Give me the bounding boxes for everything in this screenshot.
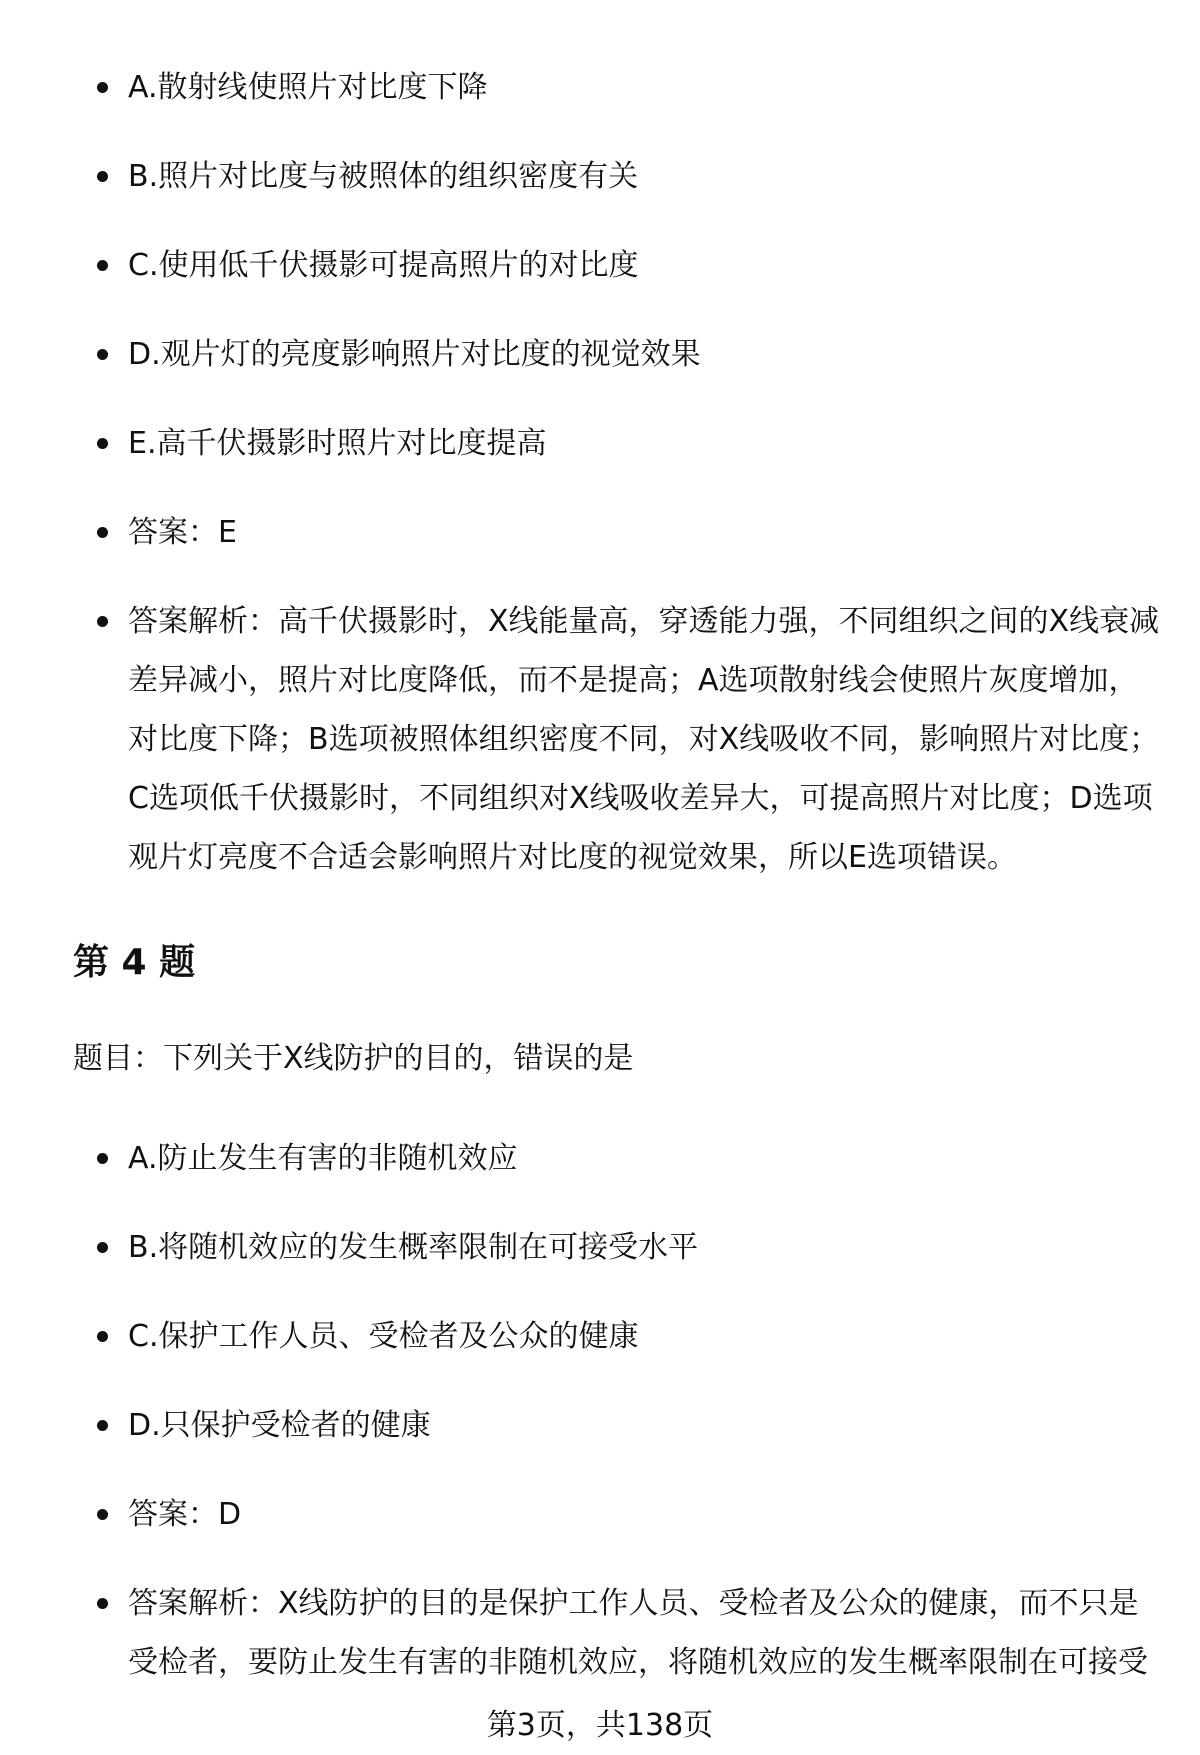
option-a bbox=[0, 1129, 1200, 1188]
explanation-paragraph bbox=[0, 1574, 1200, 1692]
answer-line bbox=[0, 503, 1200, 562]
bullet-icon bbox=[97, 1331, 108, 1342]
bullet-icon bbox=[97, 616, 108, 627]
option-b bbox=[0, 147, 1200, 206]
option-list bbox=[0, 58, 1200, 887]
option-c bbox=[0, 1307, 1200, 1366]
bullet-icon bbox=[97, 527, 108, 538]
option-text: C.使用低千伏摄影可提高照片的对比度 bbox=[128, 248, 639, 283]
option-d bbox=[0, 1396, 1200, 1455]
option-text: E.高千伏摄影时照片对比度提高 bbox=[128, 426, 547, 461]
bullet-icon bbox=[97, 260, 108, 271]
explanation-text: 答案解析：X线防护的目的是保护工作人员、受检者及公众的健康，而不只是受检者，要防止发生有害的非随机效应，将随机效应的发生概率限制在可接受 bbox=[128, 1586, 1148, 1680]
answer-text: 答案：D bbox=[128, 1497, 242, 1532]
option-a bbox=[0, 58, 1200, 117]
option-text: B.将随机效应的发生概率限制在可接受水平 bbox=[128, 1230, 699, 1265]
option-list bbox=[0, 1129, 1200, 1692]
option-text: D.只保护受检者的健康 bbox=[128, 1408, 431, 1443]
option-b bbox=[0, 1218, 1200, 1277]
bullet-icon bbox=[97, 171, 108, 182]
option-c bbox=[0, 236, 1200, 295]
answer-text: 答案：E bbox=[128, 515, 237, 550]
previous-question-section bbox=[0, 58, 1200, 887]
bullet-icon bbox=[97, 1598, 108, 1609]
explanation-text: 答案解析：高千伏摄影时，X线能量高，穿透能力强，不同组织之间的X线衰减差异减小，照片对比度降低，而不是提高；A选项散射线会使照片灰度增加，对比度下降；B选项被照体组织密度不同，对X线吸收不同，影响照片对比度；C选项低千伏摄影时，不同组织对X线吸收差异大，可提高照片对比度；D选项观片灯亮度不合适会影响照片对比度的视觉效果，所以E选项错误。 bbox=[128, 604, 1160, 875]
bullet-icon bbox=[97, 349, 108, 360]
question-heading: 第 4 题 bbox=[73, 942, 196, 983]
option-d bbox=[0, 325, 1200, 384]
answer-line bbox=[0, 1485, 1200, 1544]
question-stem: 题目：下列关于X线防护的目的，错误的是 bbox=[73, 1041, 634, 1076]
bullet-icon bbox=[97, 1242, 108, 1253]
bullet-icon bbox=[97, 1420, 108, 1431]
option-e bbox=[0, 414, 1200, 473]
option-text: A.散射线使照片对比度下降 bbox=[128, 70, 488, 105]
page-footer: 第3页，共138页 bbox=[486, 1708, 714, 1743]
question-4-section bbox=[0, 1129, 1200, 1692]
bullet-icon bbox=[97, 438, 108, 449]
explanation-paragraph bbox=[0, 592, 1200, 887]
option-text: D.观片灯的亮度影响照片对比度的视觉效果 bbox=[128, 337, 701, 372]
option-text: B.照片对比度与被照体的组织密度有关 bbox=[128, 159, 639, 194]
bullet-icon bbox=[97, 1509, 108, 1520]
option-text: A.防止发生有害的非随机效应 bbox=[128, 1141, 518, 1176]
bullet-icon bbox=[97, 1153, 108, 1164]
bullet-icon bbox=[97, 82, 108, 93]
option-text: C.保护工作人员、受检者及公众的健康 bbox=[128, 1319, 639, 1354]
